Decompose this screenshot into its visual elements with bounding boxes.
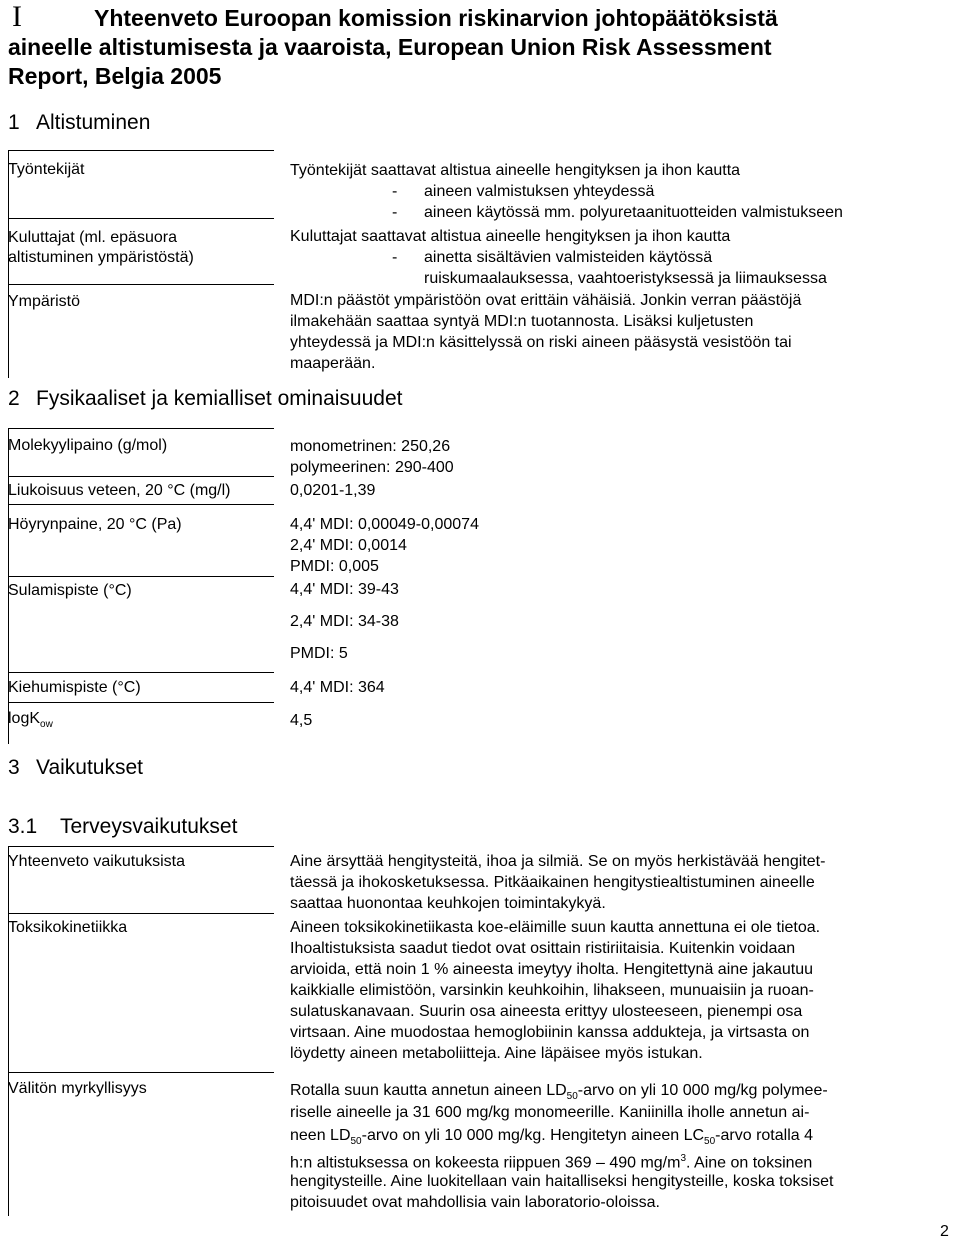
section-3-1-number: 3.1 [8,815,38,838]
row-label-environment: Ympäristö [8,293,81,310]
acute-line: Rotalla suun kautta annetun aineen $LD_{50}$-arvo on yli 10 000 mg/kg polymee- [290,1082,828,1103]
row-label-workers: Työntekijät [8,161,85,178]
chapter-roman-numeral: I [12,0,22,33]
environment-line: MDI:n päästöt ympäristöön ovat erittäin vähäisiä. Jonkin verran päästöjä [290,292,802,309]
section-3-title: Vaikutukset [36,756,143,779]
prop-label-melting-point: Sulamispiste (°C) [8,582,132,599]
effects-label-kinetics: Toksikokinetiikka [8,919,128,936]
workers-text: Työntekijät saattavat altistua aineelle hengityksen ja ihon kautta [290,162,741,179]
effects-label-acute: Välitön myrkyllisyys [8,1080,147,1097]
section-2-number: 2 [8,387,20,410]
environment-line: ilmakehään saattaa syntyä MDI:n tuotannosta. Lisäksi kuljetusten [290,313,754,330]
acute-line: hengitysteille. Aine luokitellaan vain haitalliseksi hengitysteille, koska toksiset [290,1173,834,1190]
summary-line: saattaa huonontaa keuhkojen toimintakykyä. [290,895,606,912]
consumers-bullet-cont: ruiskumaalauksessa, vaahtoeristyksessä ja liimauksessa [424,270,827,287]
section-3-number: 3 [8,756,20,779]
summary-line: täessä ja ihokosketuksessa. Pitkäaikainen hengitystiealtistuminen aineelle [290,874,815,891]
environment-line: maaperään. [290,355,376,372]
prop-value: 4,5 [290,712,313,729]
prop-value: 2,4' MDI: 0,0014 [290,537,407,554]
prop-value: PMDI: 0,005 [290,558,379,575]
consumers-bullet: - ainetta sisältävien valmisteiden käytössä [392,249,713,266]
title-line-1: Yhteenveto Euroopan komission riskinarvion johtopäätöksistä [94,5,778,31]
row-label-consumers-1: Kuluttajat (ml. epäsuora [8,229,177,246]
section-1-number: 1 [8,111,20,134]
kinetics-line: arvioida, että noin 1 % aineesta imeytyy iholta. Hengitettynä aine jakautuu [290,961,813,978]
workers-bullet: - aineen käytössä mm. polyuretaanituotteiden valmistukseen [392,204,843,221]
title-line-2: aineelle altistumisesta ja vaaroista, European Union Risk Assessment [8,34,772,60]
section-3-heading [8,756,143,780]
workers-bullet: - aineen valmistuksen yhteydessä [392,183,655,200]
row-divider [8,913,274,914]
row-divider [8,504,274,505]
prop-label-solubility: Liukoisuus veteen, 20 °C (mg/l) [8,482,231,499]
prop-label-boiling-point: Kiehumispiste (°C) [8,679,141,696]
prop-value: 2,4' MDI: 34-38 [290,613,399,630]
section-3-1-title: Terveysvaikutukset [60,815,238,838]
table-top-rule [8,428,274,429]
acute-line: pitoisuudet ovat mahdollisia vain laboratorio-oloissa. [290,1194,660,1211]
prop-value: 0,0201-1,39 [290,482,376,499]
section-1-title: Altistuminen [36,111,151,134]
row-divider [8,476,274,477]
table-top-rule [8,846,274,847]
prop-value: 4,4' MDI: 364 [290,679,385,696]
section-1-heading [8,111,150,135]
kinetics-line: löydetty aineen metaboliitteja. Aine läpäisee myös istukan. [290,1045,703,1062]
table-left-border [8,846,9,1216]
acute-line: h:n altistuksessa on kokeesta riippuen 369 – 490 $mg/m^3$. Aine on toksinen [290,1153,813,1172]
kinetics-line: kaikkialle elimistöön, varsinkin keuhkoihin, lihakseen, munuaisiin ja ruoan- [290,982,814,999]
prop-value: monometrinen: 250,26 [290,438,451,455]
section-3-1-heading [8,815,237,839]
effects-label-summary: Yhteenveto vaikutuksista [8,853,185,870]
section-2-heading [8,387,403,411]
table-top-rule [8,150,274,151]
acute-line: riselle aineelle ja 31 600 mg/kg monomeerille. Kaniinilla iholle annetun ai- [290,1104,810,1121]
prop-label-molar-mass: Molekyylipaino (g/mol) [8,437,168,454]
prop-value: 4,4' MDI: 0,00049-0,00074 [290,516,479,533]
kinetics-line: virtsaan. Aine muodostaa hemoglobiinin kanssa addukteja, ja virtsasta on [290,1024,810,1041]
kinetics-line: Aineen toksikokinetiikasta koe-eläimille suun kautta annettuna ei ole tietoa. [290,919,821,936]
summary-line: Aine ärsyttää hengitysteitä, ihoa ja silmiä. Se on myös herkistävää hengitet- [290,853,826,870]
page-number: 2 [940,1223,949,1240]
section-2-title: Fysikaaliset ja kemialliset ominaisuudet [36,387,403,410]
row-label-consumers-2: altistuminen ympäristöstä) [8,249,194,266]
row-divider [8,284,274,285]
consumers-text: Kuluttajat saattavat altistua aineelle hengityksen ja ihon kautta [290,228,731,245]
environment-line: yhteydessä ja MDI:n käsittelyssä on riski aineen pääsystä vesistöön tai [290,334,792,351]
prop-value: 4,4' MDI: 39-43 [290,581,399,598]
row-divider [8,672,274,673]
kinetics-line: Ihoaltistuksista saadut tiedot ovat osittain ristiriitaisia. Kuitenkin voidaan [290,940,796,957]
row-divider [8,218,274,219]
prop-label-logkow: logK$_{ow}$ [8,710,53,731]
prop-value: PMDI: 5 [290,645,348,662]
acute-line: neen $LD_{50}$-arvo on yli 10 000 mg/kg. Hengitetyn aineen $LC_{50}$-arvo rotalla 4 [290,1127,813,1148]
prop-label-vapour-pressure: Höyrynpaine, 20 °C (Pa) [8,516,182,533]
row-divider [8,576,274,577]
prop-value: polymeerinen: 290-400 [290,459,454,476]
row-divider [8,1072,274,1073]
row-divider [8,702,274,703]
kinetics-line: sulatuskanavaan. Suurin osa aineesta erittyy ulosteeseen, pienempi osa [290,1003,803,1020]
title-line-3: Report, Belgia 2005 [8,63,222,89]
